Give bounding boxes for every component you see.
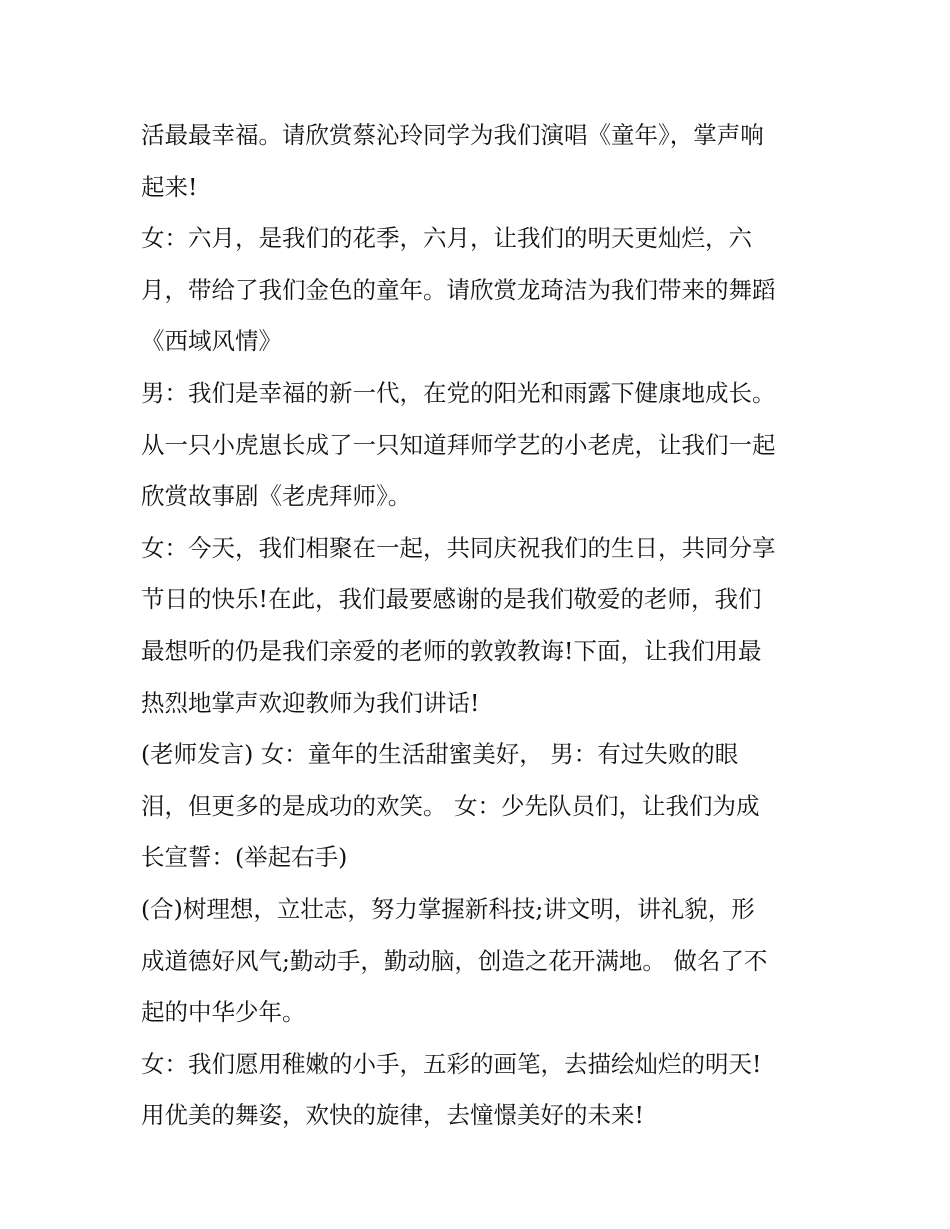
text-line: 月，带给了我们金色的童年。请欣赏龙琦洁为我们带来的舞蹈 bbox=[141, 275, 776, 304]
text-line: (合)树理想，立壮志，努力掌握新科技;讲文明，讲礼貌，形 bbox=[141, 894, 755, 923]
text-line: 热烈地掌声欢迎教师为我们讲话! bbox=[141, 688, 480, 717]
text-line: 女：今天，我们相聚在一起，共同庆祝我们的生日，共同分享 bbox=[141, 533, 776, 562]
text-line: 用优美的舞姿，欢快的旋律，去憧憬美好的未来! bbox=[141, 1101, 644, 1130]
text-line: 节日的快乐!在此，我们最要感谢的是我们敬爱的老师，我们 bbox=[141, 585, 762, 614]
text-line: 女：我们愿用稚嫩的小手，五彩的画笔，去描绘灿烂的明天! bbox=[141, 1049, 762, 1078]
text-line: 从一只小虎崽长成了一只知道拜师学艺的小老虎，让我们一起 bbox=[141, 430, 776, 459]
text-line: 男：我们是幸福的新一代，在党的阳光和雨露下健康地成长。 bbox=[141, 378, 776, 407]
text-line: 女：六月，是我们的花季，六月，让我们的明天更灿烂，六 bbox=[141, 224, 752, 253]
text-line: 成道德好风气;勤动手，勤动脑，创造之花开满地。 做名了不 bbox=[141, 946, 768, 975]
text-line: 长宣誓：(举起右手) bbox=[141, 843, 348, 872]
text-line: 活最最幸福。请欣赏蔡沁玲同学为我们演唱《童年》，掌声响 bbox=[141, 121, 764, 149]
text-line: 泪，但更多的是成功的欢笑。 女：少先队员们，让我们为成 bbox=[141, 791, 760, 820]
document-body bbox=[141, 110, 821, 1142]
text-line: 欣赏故事剧《老虎拜师》。 bbox=[141, 482, 412, 511]
text-line: (老师发言) 女：童年的生活甜蜜美好， 男：有过失败的眼 bbox=[141, 740, 739, 769]
text-line: 起的中华少年。 bbox=[141, 998, 306, 1027]
text-line: 起来! bbox=[141, 172, 198, 201]
text-line: 最想听的仍是我们亲爱的老师的敦敦教诲!下面，让我们用最 bbox=[141, 636, 762, 665]
text-line: 《西域风情》 bbox=[141, 327, 282, 356]
